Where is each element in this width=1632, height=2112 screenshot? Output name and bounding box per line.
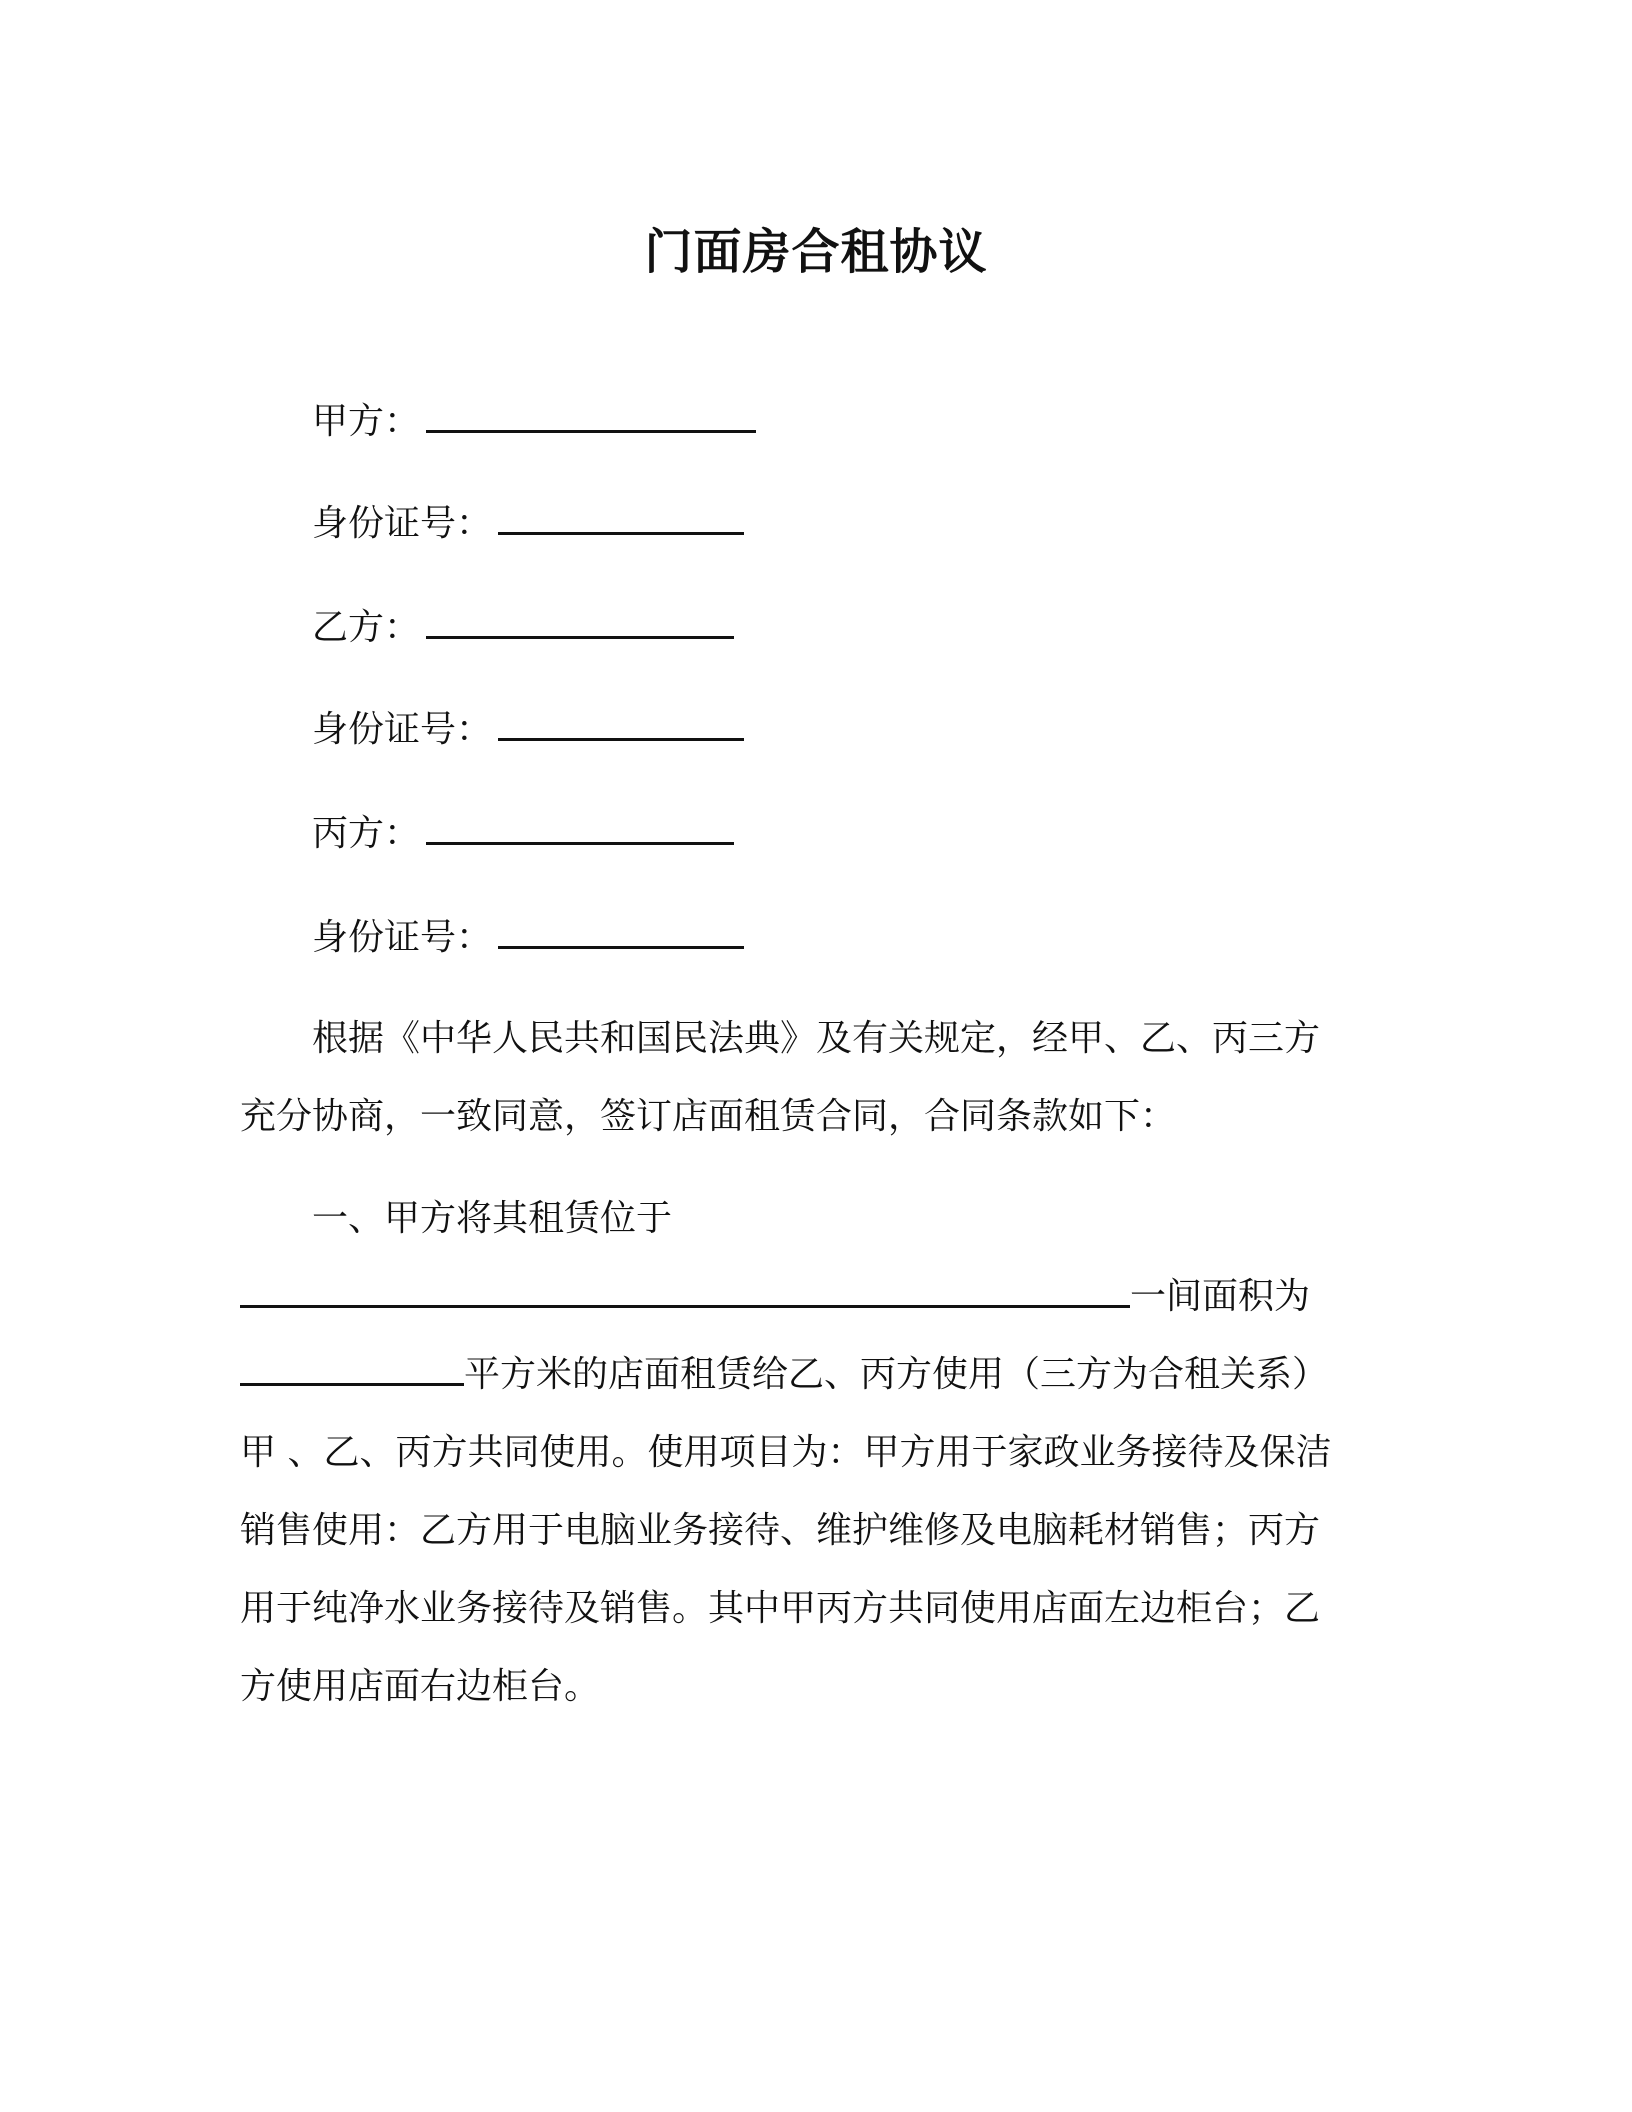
clause-1-area-line — [240, 1336, 1364, 1414]
clause-1-area-intro: 一间面积为 — [1130, 1276, 1311, 1317]
party-b-id-field — [312, 702, 744, 755]
preamble-line-1: 根据《中华人民共和国民法典》及有关规定，经甲、乙、丙三方 — [312, 1018, 1321, 1059]
party-a-id-label: 身份证号： — [312, 503, 493, 544]
clause-1-location-line — [240, 1258, 1364, 1336]
party-a-id-field — [312, 496, 744, 549]
party-c-id-field — [312, 910, 744, 963]
clause-1-heading: 一、甲方将其租赁位于 — [312, 1198, 673, 1239]
clause-1-lease-text: 平方米的店面租赁给乙、丙方使用（三方为合租关系） — [464, 1354, 1329, 1395]
party-c-field — [312, 806, 734, 859]
preamble-line-2: 充分协商，一致同意，签订店面租赁合同，合同条款如下： — [240, 1096, 1177, 1137]
document-title: 门面房合租协议 — [644, 224, 988, 280]
area-blank[interactable] — [240, 1347, 464, 1386]
party-a-label: 甲方： — [312, 401, 421, 442]
location-blank[interactable] — [240, 1269, 1130, 1308]
party-b-id-label: 身份证号： — [312, 709, 493, 750]
clause-1 — [240, 1180, 1364, 1726]
party-b-blank[interactable] — [426, 600, 734, 639]
party-c-id-label: 身份证号： — [312, 917, 493, 958]
party-c-id-blank[interactable] — [498, 910, 744, 949]
clause-1-line-4: 甲 、乙、丙方共同使用。使用项目为：甲方用于家政业务接待及保洁 — [240, 1432, 1332, 1473]
party-a-blank[interactable] — [426, 394, 756, 433]
party-c-label: 丙方： — [312, 813, 421, 854]
party-b-id-blank[interactable] — [498, 702, 744, 741]
preamble-paragraph — [240, 1000, 1364, 1156]
party-b-label: 乙方： — [312, 607, 421, 648]
clause-1-line-5: 销售使用：乙方用于电脑业务接待、维护维修及电脑耗材销售；丙方 — [240, 1510, 1321, 1551]
party-b-field — [312, 600, 734, 653]
clause-1-line-6: 用于纯净水业务接待及销售。其中甲丙方共同使用店面左边柜台；乙 — [240, 1588, 1321, 1629]
party-c-blank[interactable] — [426, 806, 734, 845]
clause-1-line-7: 方使用店面右边柜台。 — [240, 1666, 601, 1707]
party-a-id-blank[interactable] — [498, 496, 744, 535]
party-a-field — [312, 394, 756, 447]
